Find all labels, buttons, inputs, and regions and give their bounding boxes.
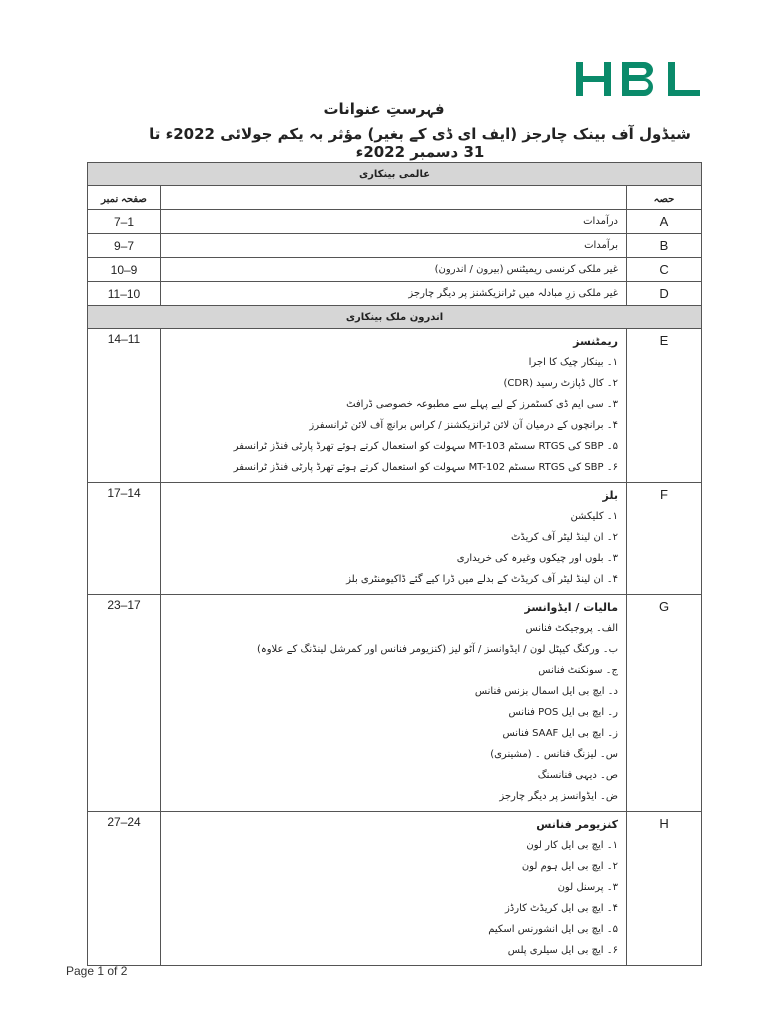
list-item: ۱۔ کلیکشن: [570, 511, 618, 522]
section-letter: A: [627, 210, 702, 234]
page-range: 27–24: [88, 812, 161, 966]
section-letter: E: [627, 329, 702, 483]
domestic-banking-band: [88, 306, 702, 329]
block-title: بلز: [602, 489, 618, 502]
page-range: 17–14: [88, 483, 161, 595]
section-description: [161, 483, 627, 595]
section-description: [161, 812, 627, 966]
list-item: ز۔ ایچ بی ایل SAAF فنانس: [502, 728, 618, 739]
section-description: [161, 329, 627, 483]
list-item: ۲۔ ان لینڈ لیٹر آف کریڈٹ: [510, 532, 618, 543]
page-number: Page 1 of 2: [66, 964, 128, 978]
list-item: ۳۔ پرسنل لون: [557, 882, 618, 893]
section-letter: D: [627, 282, 702, 306]
description-column-header: [161, 186, 627, 210]
list-item: ۱۔ بینکار چیک کا اجرا: [528, 357, 618, 368]
list-item: ۲۔ کال ڈپازٹ رسید (CDR): [503, 378, 618, 389]
list-item: ۳۔ سی ایم ڈی کسٹمرز کے لیے پہلے سے مطبوعہ خصوصی ڈرافٹ: [346, 399, 618, 410]
table-row: [88, 595, 702, 812]
list-item: ۵۔ ایچ بی ایل انشورنس اسکیم: [488, 924, 618, 935]
table-row: [88, 234, 702, 258]
page-range: 9–7: [88, 234, 161, 258]
table-row: [88, 282, 702, 306]
section-description: غیر ملکی زرِ مبادلہ میں ٹرانزیکشنز پر دیگر چارجز: [161, 282, 627, 306]
list-item: ض۔ ایڈوانسز پر دیگر چارجز: [499, 791, 618, 802]
list-item: ص۔ دیہی فنانسنگ: [537, 770, 618, 781]
list-item: ۵۔ SBP کی RTGS سسٹم MT-103 سہولت کو استعمال کرتے ہوئے تھرڈ پارٹی فنڈز ٹرانسفر: [233, 441, 618, 452]
document-subtitle: شیڈول آف بینک چارجز (ایف ای ڈی کے بغیر) مؤثر بہ یکم جولائی 2022ء تا 31 دسمبر 2022ء: [149, 125, 691, 161]
list-item: ج۔ سونکنٹ فنانس: [538, 665, 618, 676]
block-title: کنزیومر فنانس: [536, 818, 618, 831]
list-item: س۔ لیزنگ فنانس ۔ (مشینری): [490, 749, 618, 760]
list-item: د۔ ایچ بی ایل اسمال بزنس فنانس: [474, 686, 618, 697]
page-range: 10–9: [88, 258, 161, 282]
section-description: برآمدات: [161, 234, 627, 258]
list-item: ر۔ ایچ بی ایل POS فنانس: [508, 707, 618, 718]
section-letter: F: [627, 483, 702, 595]
hbl-logo: [576, 60, 702, 98]
list-item: الف۔ پروجیکٹ فنانس: [525, 623, 618, 634]
document-title: فہرستِ عنوانات: [323, 100, 445, 118]
page-range: 23–17: [88, 595, 161, 812]
international-banking-band-title: عالمی بینکاری: [88, 163, 702, 186]
contents-table: [87, 162, 702, 966]
domestic-banking-band-title: اندرون ملک بینکاری: [88, 306, 702, 329]
section-letter: B: [627, 234, 702, 258]
table-row: [88, 329, 702, 483]
list-item: ۶۔ ایچ بی ایل سیلری پلس: [507, 945, 618, 956]
list-item: ۴۔ ان لینڈ لیٹر آف کریڈٹ کے بدلے میں ڈرا کیے گئے ڈاکیومنٹری بلز: [346, 574, 618, 585]
section-description: درآمدات: [161, 210, 627, 234]
section-column-header: حصہ: [627, 186, 702, 210]
table-row: [88, 483, 702, 595]
table-row: [88, 210, 702, 234]
page-column-header: صفحہ نمبر: [88, 186, 161, 210]
list-item: ۴۔ ایچ بی ایل کریڈٹ کارڈز: [504, 903, 618, 914]
page-range: 11–10: [88, 282, 161, 306]
section-letter: G: [627, 595, 702, 812]
page-range: 14–11: [88, 329, 161, 483]
column-header-row: [88, 186, 702, 210]
international-banking-band: [88, 163, 702, 186]
table-row: [88, 258, 702, 282]
list-item: ۴۔ برانچوں کے درمیان آن لائن ٹرانزیکشنز / کراس برانچ آف لائن ٹرانسفرز: [309, 420, 618, 431]
block-title: مالیات / ایڈوانسز: [524, 601, 618, 614]
section-letter: H: [627, 812, 702, 966]
section-description: غیر ملکی کرنسی ریمیٹنس (بیرون / اندرون): [161, 258, 627, 282]
list-item: ۲۔ ایچ بی ایل ہوم لون: [521, 861, 618, 872]
section-letter: C: [627, 258, 702, 282]
list-item: ب۔ ورکنگ کیپٹل لون / ایڈوانسز / آٹو لیز (کنزیومر فنانس اور کمرشل لینڈنگ کے علاوہ): [256, 644, 618, 655]
block-title: ریمٹنسز: [573, 335, 618, 348]
list-item: ۶۔ SBP کی RTGS سسٹم MT-102 سہولت کو استعمال کرتے ہوئے تھرڈ پارٹی فنڈز ٹرانسفر: [233, 462, 618, 473]
list-item: ۳۔ بلوں اور چیکوں وغیرہ کی خریداری: [456, 553, 618, 564]
section-description: [161, 595, 627, 812]
list-item: ۱۔ ایچ بی ایل کار لون: [526, 840, 618, 851]
page-range: 7–1: [88, 210, 161, 234]
table-row: [88, 812, 702, 966]
